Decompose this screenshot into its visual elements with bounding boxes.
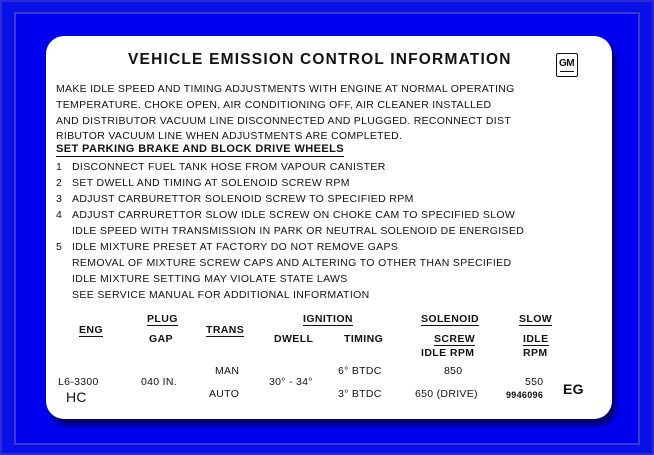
step-number-4: 4 [56,209,63,221]
step-text-5-cont-1: REMOVAL OF MIXTURE SCREW CAPS AND ALTERING TO OTHER THAN SPECIFIED [72,257,512,269]
paragraph-line-4: RIBUTOR VACUUM LINE WHEN ADJUSTMENTS ARE COMPLETED. [56,130,403,142]
step-text-5: IDLE MIXTURE PRESET AT FACTORY DO NOT REMOVE GAPS [72,241,399,253]
value-solenoid-man: 850 [444,365,463,377]
paragraph-line-3: AND DISTRIBUTOR VACUUM LINE DISCONNECTED AND PLUGGED. RECONNECT DIST [56,115,512,127]
header-idle: IDLE [523,333,549,345]
header-slow: SLOW [519,313,553,325]
header-solenoid: SOLENOID [421,313,480,325]
step-number-5: 5 [56,241,63,253]
step-text-5-cont-2: IDLE MIXTURE SETTING MAY VIOLATE STATE LAWS [72,273,348,285]
value-timing-man: 6° BTDC [338,365,382,377]
value-trans-auto: AUTO [209,388,240,400]
header-timing: TIMING [344,333,384,345]
step-text-5-cont-3: SEE SERVICE MANUAL FOR ADDITIONAL INFORMATION [72,289,370,301]
step-number-1: 1 [56,161,63,173]
value-code: EG [563,381,584,397]
subheading: SET PARKING BRAKE AND BLOCK DRIVE WHEELS [56,143,344,155]
gm-logo-icon [556,53,578,77]
header-eng: ENG [79,324,103,336]
value-timing-auto: 3° BTDC [338,388,382,400]
step-number-2: 2 [56,177,63,189]
value-dwell: 30° - 34° [269,376,313,388]
value-engine-code: HC [66,389,87,405]
header-rpm: RPM [523,347,548,359]
gm-logo-text: GM [559,58,575,69]
value-solenoid-auto: 650 (DRIVE) [415,388,478,400]
header-plug: PLUG [147,313,178,325]
header-gap: GAP [149,333,173,345]
header-trans: TRANS [206,324,245,336]
step-text-4: ADJUST CARRURETTOR SLOW IDLE SCREW ON CHOKE CAM TO SPECIFIED SLOW [72,209,516,221]
header-screw: SCREW [434,333,476,345]
step-text-1: DISCONNECT FUEL TANK HOSE FROM VAPOUR CANISTER [72,161,386,173]
value-slow-idle: 550 [525,376,544,388]
value-trans-man: MAN [215,365,240,377]
value-gap: 040 IN. [141,376,177,388]
label-title: VEHICLE EMISSION CONTROL INFORMATION [128,51,512,68]
emission-label [46,36,612,419]
value-engine: L6-3300 [58,376,99,388]
value-part-number: 9946096 [506,390,544,400]
header-ignition: IGNITION [303,313,353,325]
step-number-3: 3 [56,193,63,205]
header-idle-rpm: IDLE RPM [421,347,475,359]
step-text-2: SET DWELL AND TIMING AT SOLENOID SCREW RPM [72,177,350,189]
paragraph-line-1: MAKE IDLE SPEED AND TIMING ADJUSTMENTS WITH ENGINE AT NORMAL OPERATING [56,83,515,95]
paragraph-line-2: TEMPERATURE. CHOKE OPEN, AIR CONDITIONING OFF, AIR CLEANER INSTALLED [56,99,492,111]
step-text-4-cont: IDLE SPEED WITH TRANSMISSION IN PARK OR NEUTRAL SOLENOID DE ENERGISED [72,225,525,237]
header-dwell: DWELL [274,333,314,345]
step-text-3: ADJUST CARBURETTOR SOLENOID SCREW TO SPECIFIED RPM [72,193,414,205]
